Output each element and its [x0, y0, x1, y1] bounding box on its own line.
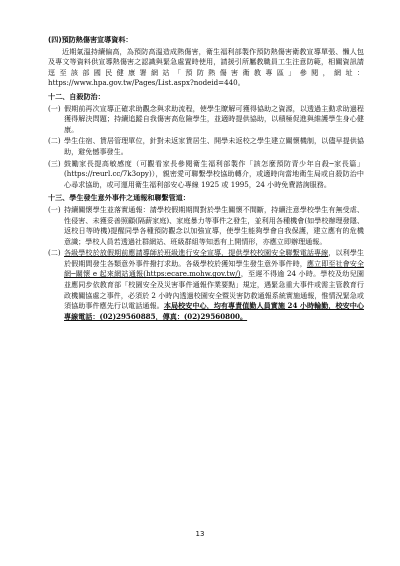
section-12-title: 十二、自殺防治：	[48, 91, 105, 101]
section-13-title: 十三、學生發生意外事件之通報和聯繫管道：	[48, 193, 190, 203]
item-number: (二)	[48, 248, 61, 258]
item-number: (一)	[48, 103, 61, 113]
section-12-item-2	[48, 136, 364, 157]
item-number: (二)	[48, 136, 61, 146]
underlined-text-1: 各級學校於放假期前應請導師於班級進行安全宣導，提供學校校園安全聯繫電話專線	[64, 248, 329, 258]
item-text: 持續關懷學生並落實通報：請學校假期期間對於學生關懷不間斷，持續注意學校學生有無受虐、性侵害、未獲妥善照顧(隔薪家庭)、家庭暴力等事件之發生，並利用各種機會(如學校辦理發隱、返校日等時機)提醒同學各種預防觀念以加強宣導，使學生能夠學會自我保護，建立應有的危機意識；學校人員若透過社群網站、班級群組等知悉有上開情形，亦應立即辦理通報。	[64, 204, 364, 246]
bold-hotline-text: 本局校安中心，均有專責值勤人員實施 24 小時輪勤，校安中心專線電話：(02)29560885，傳真：(02)29560800。	[64, 301, 365, 321]
section-13-item-1	[48, 205, 364, 247]
item-text-1: ，以利學生於假期間發生各類意外事件撥打求助。各級學校於獲知學生發生意外事件時，	[64, 248, 364, 268]
item-text: 鼓勵家長提高敏感度（可觀看家長參閱衛生福利部製作「該怎麼預防青少年自殺─家長篇」(https://reurl.cc/7k3opy)），親密愛可聯繫學校協助轉介，或適時向當地衛生局或自殺防治中心尋求協助，或可運用衛生福利部安心專線 1925 或 1995，24 小時免費諮詢服務。	[64, 158, 364, 189]
section-12-item-3	[48, 159, 364, 191]
item-number: (一)	[48, 204, 61, 214]
page-content	[48, 34, 364, 323]
item-text: 假期前再次宣導正確求助觀念與求助流程，使學生瞭解可獲得協助之資源，以透過主動求助過程獲得解決問題；持續追蹤自我傷害高危險學生，並適時提供協助，以積極促進與維護學生身心健康。	[64, 103, 364, 134]
item-text: 學生住宿、賃居管理單位，針對未返家賃居生、開學未返校之學生建立關懷機制，以儘早提供協助，避免憾事發生。	[64, 136, 364, 156]
section-4-title: (四)預防熱傷害宣導資料：	[48, 35, 133, 44]
section-4-body: 近期氣溫持續偏高，為預防高溫造成熱傷害，衛生福利部製作預防熱傷害衛教宣導單張、懶人包及專文等資料供宣導熱傷害之認識與緊急處置時使用，請援引所屬教職員工生注意防範，相關資訊請逕至該部國民健康署網站「預防熱傷害衛教專區」參閱，網址：https://www.hpa.gov.tw/Pages/List.aspx?nodeid=440。	[48, 46, 364, 88]
item-number: (三)	[48, 158, 61, 168]
section-13-item-2	[48, 248, 364, 322]
page-number: 13	[195, 530, 205, 538]
section-12-item-1	[48, 104, 364, 136]
underlined-text-2: 應立即至社會安全網─關懷 e 起來網站通報(https:ecare.mohw.gov.tw/)	[64, 258, 365, 279]
item-text-2: ，至遲不得逾 24 小時。學校及幼兒園並應同步依教育部「校園安全及災害事件通報作業要點」規定，遇緊急重大事件或需主管教育行政機關協處之事件，必須於 2 小時內透過校園安全暨災害防救通報系統實施通報，惟情況緊急或須協助事件應先行以電話通報。	[64, 269, 364, 311]
